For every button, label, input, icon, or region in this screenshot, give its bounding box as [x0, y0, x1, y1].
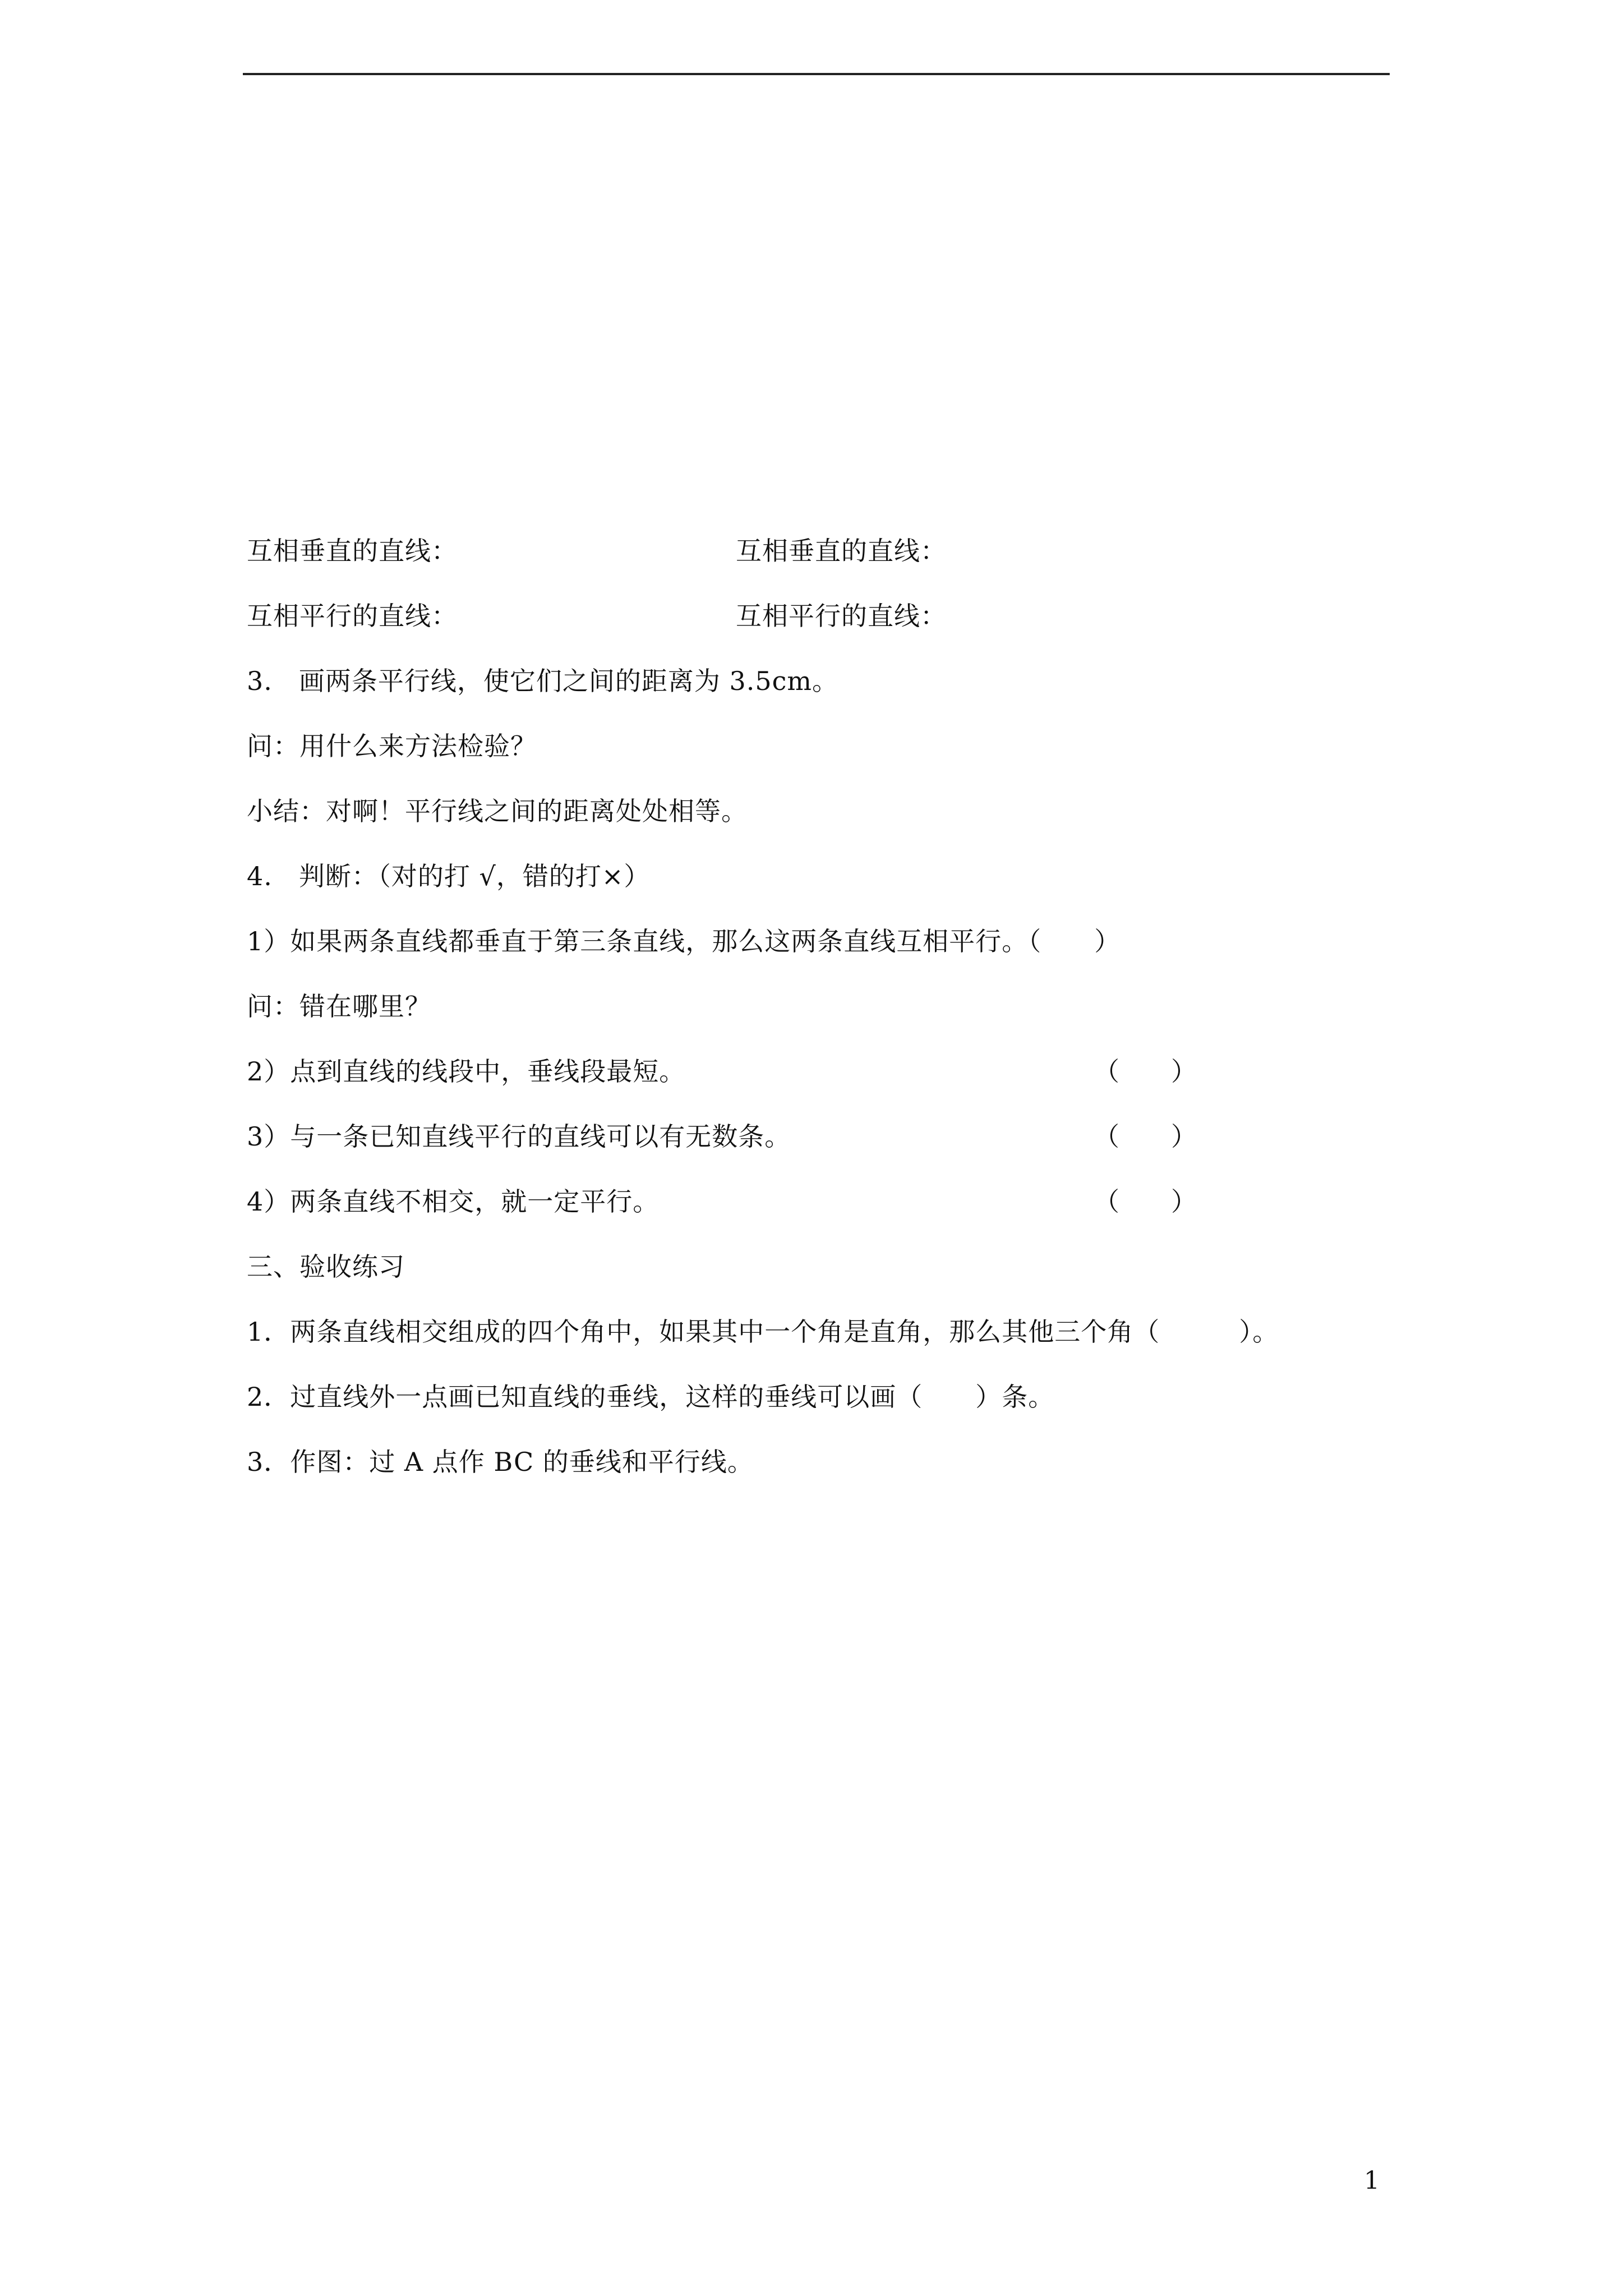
exercise-3: 3．作图：过 A 点作 BC 的垂线和平行线。 — [247, 1447, 754, 1477]
judgement-4: 4）两条直线不相交，就一定平行。 — [247, 1186, 660, 1217]
judgement-2: 2）点到直线的线段中，垂线段最短。 — [247, 1056, 686, 1087]
summary-text: 小结：对啊！平行线之间的距离处处相等。 — [247, 796, 748, 826]
judgement-4-answer-box: （ ） — [1094, 1186, 1197, 1217]
page-number: 1 — [1364, 2166, 1380, 2195]
header-rule — [243, 73, 1390, 75]
exercise-2: 2．过直线外一点画已知直线的垂线，这样的垂线可以画（ ）条。 — [247, 1382, 1055, 1412]
judgement-3-answer-box: （ ） — [1094, 1121, 1197, 1152]
ask-where-wrong: 问：错在哪里？ — [247, 991, 431, 1022]
ask-check-method: 问：用什么来方法检验？ — [247, 731, 537, 761]
perpendicular-lines-label-right: 互相垂直的直线： — [736, 536, 947, 566]
judgement-2-answer-box: （ ） — [1094, 1056, 1197, 1087]
question-3: 3. 画两条平行线，使它们之间的距离为 3.5cm。 — [247, 666, 839, 696]
section-3-heading: 三、验收练习 — [247, 1251, 405, 1282]
judgement-3: 3）与一条已知直线平行的直线可以有无数条。 — [247, 1121, 791, 1152]
parallel-lines-label-right: 互相平行的直线： — [736, 601, 947, 631]
judgement-1: 1）如果两条直线都垂直于第三条直线，那么这两条直线互相平行。（ ） — [247, 926, 1121, 956]
question-4: 4. 判断：（对的打 √，错的打×） — [247, 861, 651, 891]
exercise-1: 1．两条直线相交组成的四个角中，如果其中一个角是直角，那么其他三个角（ ）。 — [247, 1317, 1279, 1347]
parallel-lines-label-left: 互相平行的直线： — [247, 601, 458, 631]
perpendicular-lines-label-left: 互相垂直的直线： — [247, 536, 458, 566]
